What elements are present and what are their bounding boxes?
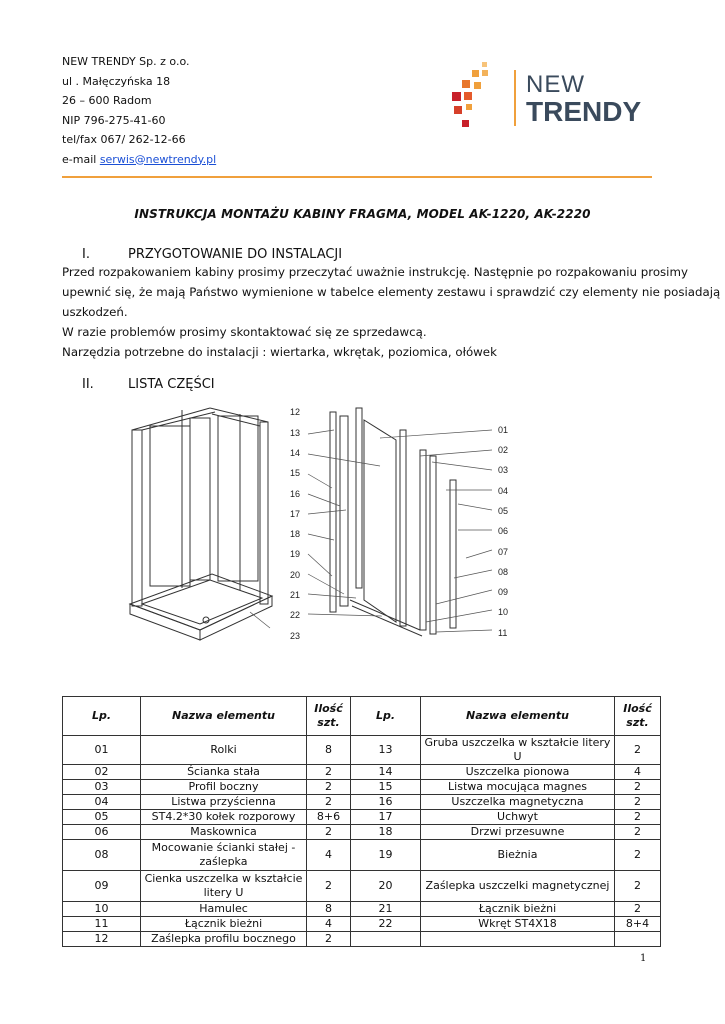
- new-trendy-logo: [448, 58, 663, 138]
- part-label: 23: [290, 631, 301, 641]
- table-cell: Ścianka stała: [141, 765, 307, 780]
- section-1-number: I.: [82, 247, 90, 262]
- table-cell: Drzwi przesuwne: [421, 825, 615, 840]
- table-cell: Listwa przyścienna: [141, 795, 307, 810]
- table-row: [63, 932, 661, 947]
- table-cell: Listwa mocująca magnes: [421, 780, 615, 795]
- email-link[interactable]: serwis@newtrendy.pl: [99, 152, 217, 166]
- part-label: 01: [498, 425, 509, 435]
- table-cell: 8+6: [307, 810, 351, 825]
- email-prefix: e-mail: [62, 152, 100, 166]
- table-cell: Cienka uszczelka w kształcie litery U: [141, 871, 307, 902]
- table-cell: Wkręt ST4X18: [421, 917, 615, 932]
- table-cell: Hamulec: [141, 902, 307, 917]
- header-qty: Ilość szt.: [307, 697, 351, 736]
- paragraph-line: upewnić się, że mają Państwo wymienione w tabelce elementy zestawu i sprawdzić czy elementy nie posiadają: [62, 285, 721, 299]
- table-cell: Uszczelka pionowa: [421, 765, 615, 780]
- table-cell: 2: [615, 780, 661, 795]
- paragraph-line: W razie problemów prosimy skontaktować się ze sprzedawcą.: [62, 325, 427, 339]
- table-cell: 10: [63, 902, 141, 917]
- table-cell: 22: [351, 917, 421, 932]
- table-cell: Gruba uszczelka w kształcie litery U: [421, 736, 615, 765]
- table-cell: Łącznik bieżni: [141, 917, 307, 932]
- paragraph-line: uszkodzeń.: [62, 305, 128, 319]
- company-address: [62, 52, 216, 169]
- table-cell: 12: [63, 932, 141, 947]
- header-name: Nazwa elementu: [421, 697, 615, 736]
- paragraph-line: Narzędzia potrzebne do instalacji : wiertarka, wkrętak, poziomica, ołówek: [62, 345, 497, 359]
- table-cell: 04: [63, 795, 141, 810]
- part-label: 14: [290, 448, 301, 458]
- table-cell: 8: [307, 902, 351, 917]
- table-cell: [351, 932, 421, 947]
- company-email-line: [62, 150, 216, 170]
- company-nip: NIP 796-275-41-60: [62, 113, 166, 127]
- table-cell: 08: [63, 840, 141, 871]
- table-row: [63, 871, 661, 902]
- section-2-number: II.: [82, 377, 94, 392]
- header-lp: Lp.: [63, 697, 141, 736]
- table-cell: 8+4: [615, 917, 661, 932]
- part-label: 13: [290, 428, 301, 438]
- table-cell: 06: [63, 825, 141, 840]
- part-label: 21: [290, 590, 301, 600]
- table-row: [63, 795, 661, 810]
- logo-text-trendy: TRENDY: [526, 96, 642, 127]
- table-cell: 03: [63, 780, 141, 795]
- part-label: 19: [290, 549, 301, 559]
- table-row: [63, 810, 661, 825]
- table-cell: ST4.2*30 kołek rozporowy: [141, 810, 307, 825]
- page-title: INSTRUKCJA MONTAŻU KABINY FRAGMA, MODEL AK-1220, AK-2220: [134, 207, 591, 221]
- table-cell: 2: [615, 840, 661, 871]
- table-cell: 18: [351, 825, 421, 840]
- part-label: 04: [498, 486, 509, 496]
- table-cell: 8: [307, 736, 351, 765]
- part-label: 20: [290, 570, 301, 580]
- table-cell: 2: [307, 871, 351, 902]
- part-label: 12: [290, 407, 301, 417]
- header-qty: Ilość szt.: [615, 697, 661, 736]
- table-cell: Zaślepka profilu bocznego: [141, 932, 307, 947]
- table-row: [63, 736, 661, 765]
- part-label: 10: [498, 607, 509, 617]
- section-2-title: LISTA CZĘŚCI: [128, 377, 215, 392]
- table-cell: Mocowanie ścianki stałej - zaślepka: [141, 840, 307, 871]
- part-label: 22: [290, 610, 301, 620]
- table-cell: 2: [307, 780, 351, 795]
- part-label: 11: [498, 628, 508, 638]
- table-cell: 15: [351, 780, 421, 795]
- table-cell: 2: [615, 736, 661, 765]
- company-phone: tel/fax 067/ 262-12-66: [62, 133, 186, 146]
- table-cell: 4: [307, 917, 351, 932]
- company-name: NEW TRENDY Sp. z o.o.: [62, 55, 190, 68]
- table-cell: 2: [307, 765, 351, 780]
- table-cell: 2: [615, 871, 661, 902]
- table-cell: 2: [615, 810, 661, 825]
- table-cell: 2: [615, 902, 661, 917]
- table-cell: [421, 932, 615, 947]
- part-label: 05: [498, 506, 509, 516]
- table-cell: 14: [351, 765, 421, 780]
- table-cell: 05: [63, 810, 141, 825]
- part-label: 16: [290, 489, 301, 499]
- table-row: [63, 840, 661, 871]
- table-cell: 01: [63, 736, 141, 765]
- section-1-text: [62, 262, 721, 362]
- table-cell: 2: [615, 795, 661, 810]
- part-label: 15: [290, 468, 301, 478]
- header-lp: Lp.: [351, 697, 421, 736]
- parts-table: [62, 696, 661, 947]
- table-cell: Uszczelka magnetyczna: [421, 795, 615, 810]
- table-cell: 11: [63, 917, 141, 932]
- table-cell: 17: [351, 810, 421, 825]
- company-street: ul . Małęczyńska 18: [62, 74, 171, 88]
- table-cell: 2: [307, 795, 351, 810]
- table-header-row: [63, 697, 661, 736]
- table-cell: 2: [615, 825, 661, 840]
- table-cell: 09: [63, 871, 141, 902]
- logo-text-new: NEW: [526, 71, 585, 98]
- table-cell: 20: [351, 871, 421, 902]
- company-city: 26 – 600 Radom: [62, 94, 152, 107]
- exploded-parts-drawing: [330, 408, 456, 636]
- table-cell: Zaślepka uszczelki magnetycznej: [421, 871, 615, 902]
- table-cell: 21: [351, 902, 421, 917]
- table-cell: Rolki: [141, 736, 307, 765]
- part-label: 18: [290, 529, 301, 539]
- section-1-title: PRZYGOTOWANIE DO INSTALACJI: [128, 247, 343, 262]
- table-row: [63, 917, 661, 932]
- table-cell: 4: [307, 840, 351, 871]
- page-number: 1: [640, 953, 647, 964]
- table-row: [63, 780, 661, 795]
- table-row: [63, 902, 661, 917]
- table-cell: Uchwyt: [421, 810, 615, 825]
- part-label: 07: [498, 547, 509, 557]
- header-divider: [62, 176, 652, 178]
- table-row: [63, 765, 661, 780]
- table-cell: Maskownica: [141, 825, 307, 840]
- table-row: [63, 825, 661, 840]
- table-cell: 2: [307, 825, 351, 840]
- table-cell: Bieżnia: [421, 840, 615, 871]
- table-cell: [615, 932, 661, 947]
- paragraph-line: Przed rozpakowaniem kabiny prosimy przeczytać uważnie instrukcję. Następnie po rozpakowaniu prosimy: [62, 265, 688, 279]
- left-part-labels: [290, 407, 300, 641]
- table-cell: 13: [351, 736, 421, 765]
- right-part-labels: [498, 425, 508, 638]
- part-label: 17: [290, 509, 301, 519]
- table-cell: 4: [615, 765, 661, 780]
- part-label: 08: [498, 567, 509, 577]
- table-cell: 19: [351, 840, 421, 871]
- table-cell: Profil boczny: [141, 780, 307, 795]
- table-cell: Łącznik bieżni: [421, 902, 615, 917]
- part-label: 09: [498, 587, 509, 597]
- part-label: 02: [498, 445, 509, 455]
- table-cell: 2: [307, 932, 351, 947]
- assembled-cabin-drawing: [130, 408, 272, 640]
- parts-diagram: [120, 400, 660, 660]
- part-label: 06: [498, 526, 509, 536]
- part-label: 03: [498, 465, 509, 475]
- header-name: Nazwa elementu: [141, 697, 307, 736]
- table-cell: 16: [351, 795, 421, 810]
- table-cell: 02: [63, 765, 141, 780]
